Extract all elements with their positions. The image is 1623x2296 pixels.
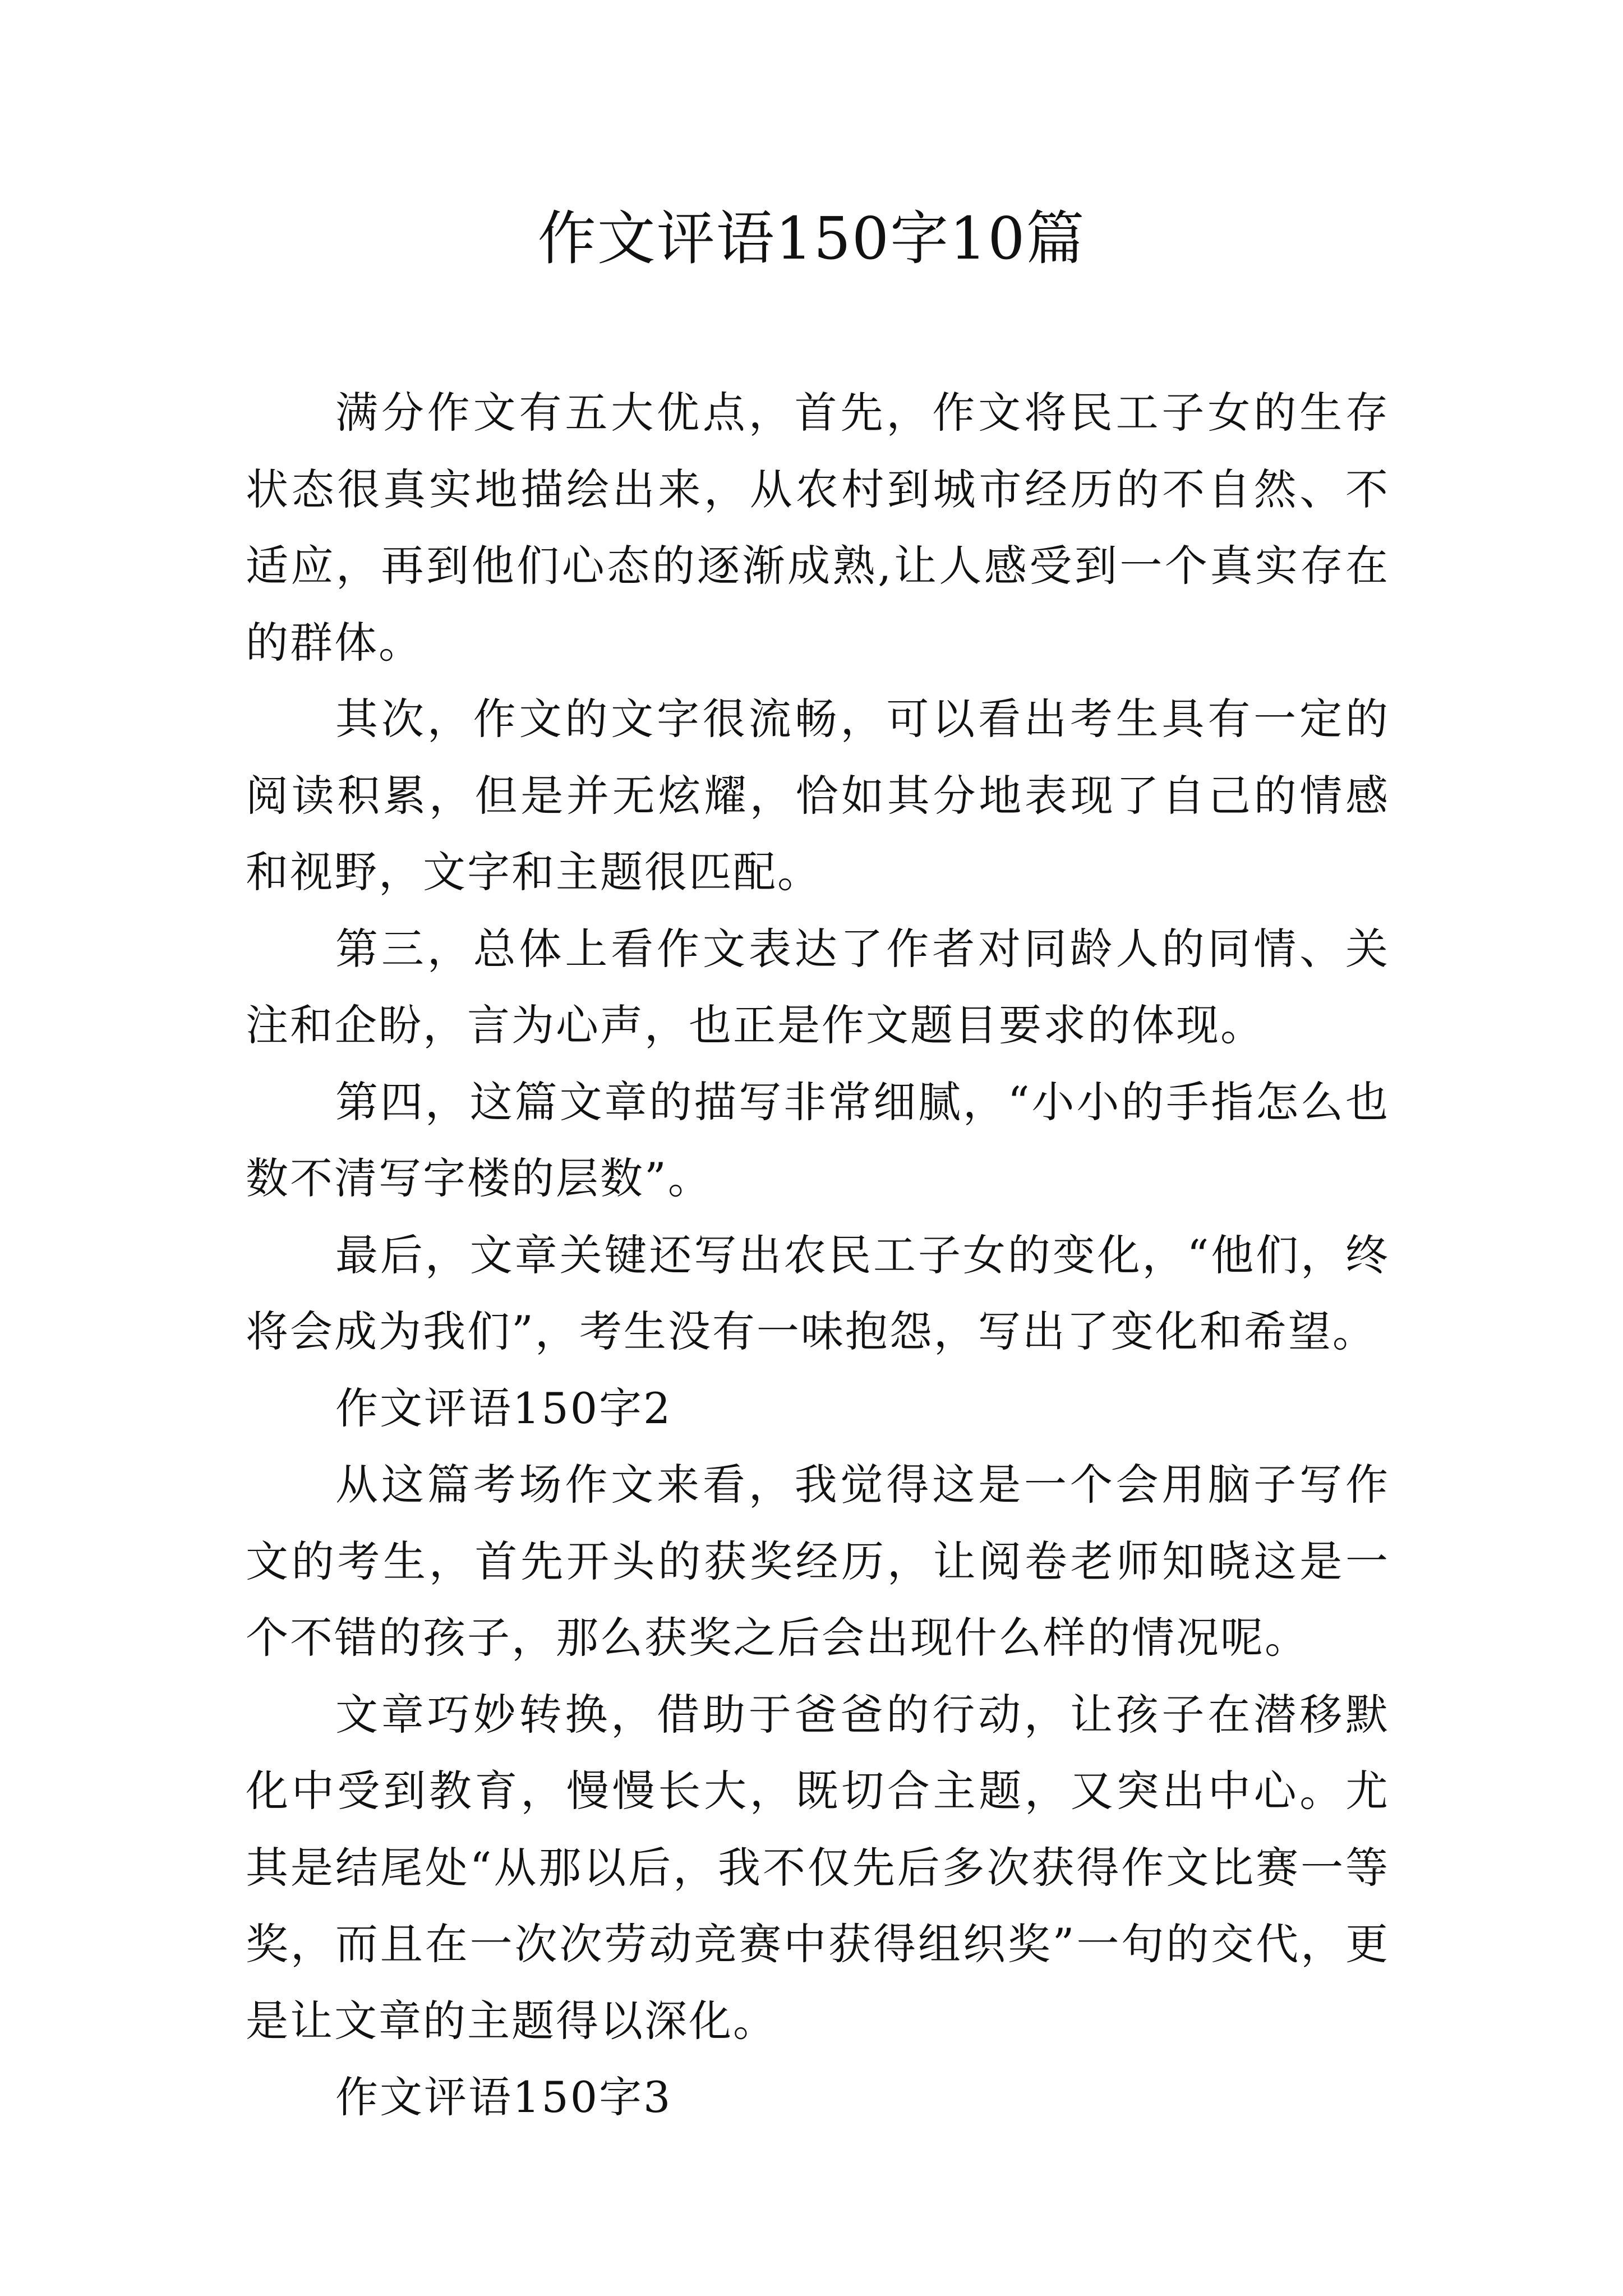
- section-heading-2: 作文评语150字2: [335, 1383, 672, 1433]
- paragraph-3: 第三，总体上看作文表达了作者对同龄人的同情、关注和企盼，言为心声，也正是作文题目要求的体现。: [246, 923, 1390, 1050]
- document-title: 作文评语150字10篇: [537, 204, 1086, 273]
- paragraph-4: 第四，这篇文章的描写非常细腻，“小小的手指怎么也数不清写字楼的层数”。: [246, 1076, 1390, 1203]
- paragraph-1: 满分作文有五大优点，首先，作文将民工子女的生存状态很真实地描绘出来，从农村到城市经历的不自然、不适应，再到他们心态的逐渐成熟,让人感受到一个真实存在的群体。: [246, 388, 1390, 668]
- paragraph-5: 最后，文章关键还写出农民工子女的变化，“他们，终将会成为我们”，考生没有一味抱怨，写出了变化和希望。: [246, 1230, 1390, 1356]
- paragraph-7: 文章巧妙转换，借助于爸爸的行动，让孩子在潜移默化中受到教育，慢慢长大，既切合主题，又突出中心。尤其是结尾处“从那以后，我不仅先后多次获得作文比赛一等奖，而且在一次次劳动竞赛中获得组织奖”一句的交代，更是让文章的主题得以深化。: [246, 1689, 1390, 2046]
- section-heading-3: 作文评语150字3: [335, 2072, 672, 2122]
- paragraph-6: 从这篇考场作文来看，我觉得这是一个会用脑子写作文的考生，首先开头的获奖经历，让阅卷老师知晓这是一个不错的孩子，那么获奖之后会出现什么样的情况呢。: [246, 1460, 1390, 1663]
- paragraph-2: 其次，作文的文字很流畅，可以看出考生具有一定的阅读积累，但是并无炫耀，恰如其分地表现了自己的情感和视野，文字和主题很匹配。: [246, 694, 1390, 897]
- document-body: [246, 375, 1390, 2136]
